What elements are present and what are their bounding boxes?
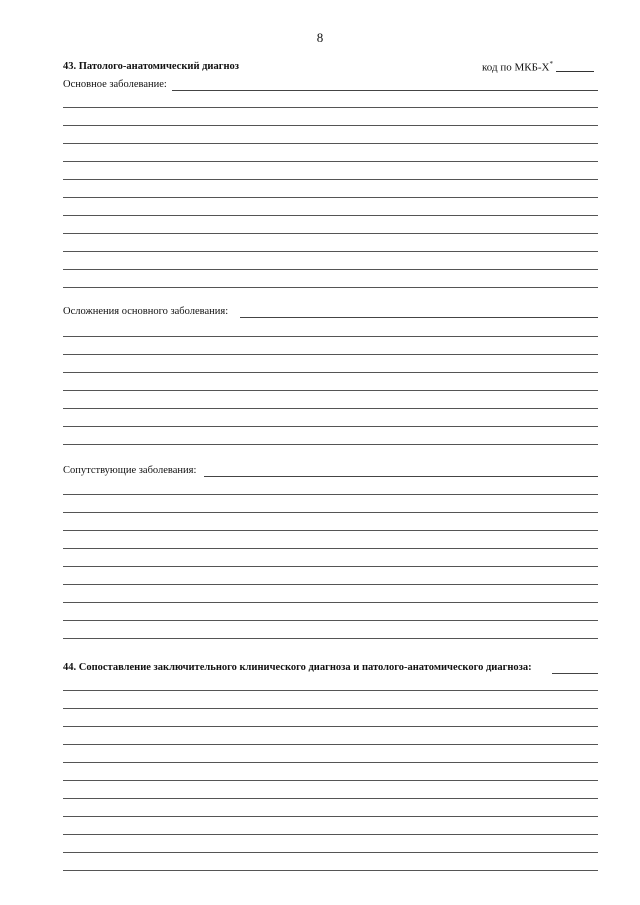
writing-line[interactable] [63,512,598,513]
writing-line[interactable] [63,744,598,745]
page-number: 8 [316,30,324,45]
writing-line[interactable] [63,816,598,817]
writing-line[interactable] [63,584,598,585]
writing-line[interactable] [63,269,598,270]
complications-label: Осложнения основного заболевания: [63,306,229,317]
writing-line[interactable] [63,354,598,355]
writing-line[interactable] [63,107,598,108]
concomitant-line[interactable] [204,476,598,477]
main-disease-line[interactable] [172,90,598,91]
writing-line[interactable] [63,426,598,427]
writing-line[interactable] [63,125,598,126]
writing-line[interactable] [63,780,598,781]
icd-footnote-mark: * [549,60,553,68]
section-44-title: 44. Сопоставление заключительного клинического диагноза и патолого-анатомического диагноза: [63,662,532,673]
writing-line[interactable] [63,179,598,180]
icd-code-field[interactable] [556,71,594,72]
writing-line[interactable] [63,390,598,391]
writing-line[interactable] [63,287,598,288]
writing-line[interactable] [63,602,598,603]
writing-line[interactable] [63,870,598,871]
writing-line[interactable] [63,530,598,531]
section-43-title: 43. Патолого-анатомический диагноз [63,61,240,72]
writing-line[interactable] [63,690,598,691]
icd-code-text: код по МКБ-Х [482,61,550,74]
main-disease-label: Основное заболевание: [63,79,167,90]
writing-line[interactable] [63,620,598,621]
writing-line[interactable] [63,638,598,639]
writing-line[interactable] [63,566,598,567]
writing-line[interactable] [63,336,598,337]
writing-line[interactable] [63,408,598,409]
writing-line[interactable] [63,708,598,709]
writing-line[interactable] [63,798,598,799]
complications-line[interactable] [240,317,598,318]
writing-line[interactable] [63,834,598,835]
concomitant-label: Сопутствующие заболевания: [63,465,197,476]
writing-line[interactable] [63,726,598,727]
icd-code-label [482,60,553,74]
writing-line[interactable] [63,233,598,234]
writing-line[interactable] [63,197,598,198]
writing-line[interactable] [63,372,598,373]
writing-line[interactable] [63,494,598,495]
writing-line[interactable] [63,762,598,763]
comparison-line[interactable] [552,673,598,674]
writing-line[interactable] [63,161,598,162]
writing-line[interactable] [63,852,598,853]
writing-line[interactable] [63,444,598,445]
writing-line[interactable] [63,215,598,216]
writing-line[interactable] [63,251,598,252]
writing-line[interactable] [63,143,598,144]
writing-line[interactable] [63,548,598,549]
